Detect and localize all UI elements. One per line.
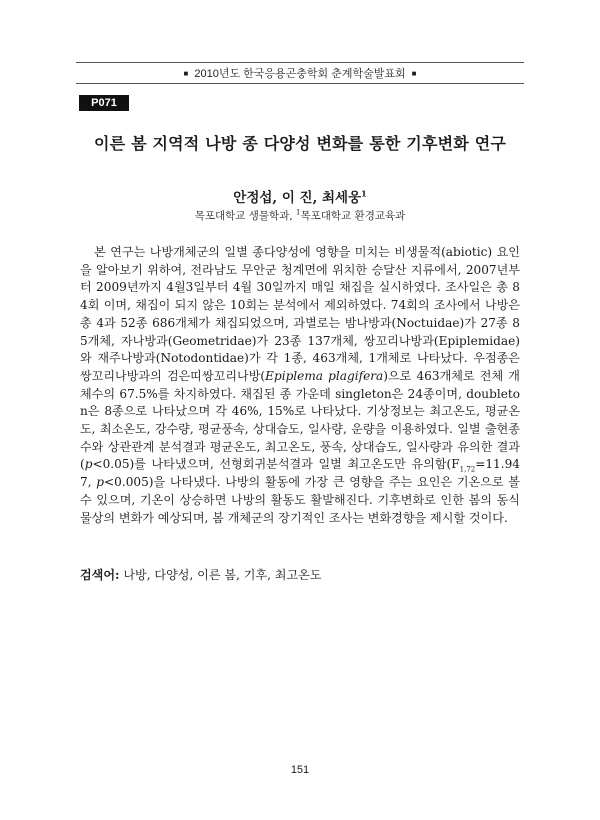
affiliation-first: 목포대학교 생물학과, <box>194 210 297 222</box>
abstract-text-part-5: <0.005)을 나타냈다. 나방의 활동에 가장 큰 영향을 주는 요인은 기온으로 볼 수 있으며, 기온이 상승하면 나방의 활동도 활발해진다. 기후변화로 인한 봄의 동식물상의 변화가 예상되며, 봄 개체군의 장기적인 조사는 변화경향을 제시할 것이다. <box>80 475 520 525</box>
header-square-marker-left: ■ <box>183 68 189 78</box>
species-name: Epiplema plagifera <box>265 368 384 383</box>
author-names: 안정섭, 이 진, 최세웅 <box>233 190 362 206</box>
keywords-values: 나방, 다양성, 이른 봄, 기후, 최고온도 <box>119 568 322 582</box>
running-header <box>76 62 524 84</box>
p-value-symbol: p <box>84 457 93 472</box>
keywords <box>80 567 520 584</box>
abstract-text-part-2: )으로 463개체로 전체 개체수의 67.5%를 차지하였다. 채집된 종 가운데 singleton은 24종이며, doubleton은 8종으로 나타났으며 각 46%, 15%로 나타났다. 기상정보는 최고온도, 평균온도, 최소온도, 강수량, 평균풍속, 상대습도, 일사량, 운량을 이용하였다. 일별 출현종수와 상관관계 분석결과 평균온도, 최고온도, 풍속, 상대습도, 일사량과 유의한 결과( <box>80 368 520 472</box>
abstract-text-part-3: <0.05)를 나타냈으며, 선형회귀분석결과 일별 최고온도만 유의함(F <box>92 457 460 472</box>
poster-number-badge: P071 <box>79 95 129 111</box>
header-text: 2010년도 한국응용곤충학회 춘계학술발표회 <box>194 68 406 80</box>
paper-title: 이른 봄 지역적 나방 종 다양성 변화를 통한 기후변화 연구 <box>93 134 507 153</box>
abstract-paragraph <box>80 244 520 527</box>
keywords-label: 검색어: <box>80 568 120 582</box>
affiliation-mark: 1 <box>296 208 301 217</box>
affiliation-second: 목포대학교 환경교육과 <box>300 210 406 222</box>
header-square-marker-right: ■ <box>411 68 417 78</box>
author-list <box>0 186 600 206</box>
page-number: 151 <box>290 764 310 776</box>
p-value-symbol: p <box>96 475 105 490</box>
affiliations <box>0 208 600 223</box>
author-affiliation-mark: 1 <box>361 188 367 199</box>
abstract-text-part-4: =11.947, <box>80 457 520 490</box>
f-statistic-subscript: 1,72 <box>459 465 476 474</box>
abstract-text-part-1: 본 연구는 나방개체군의 일별 종다양성에 영향을 미치는 비생물적(abiotic) 요인을 알아보기 위하여, 전라남도 무안군 청계면에 위치한 승달산 지류에서, 2007년부터 2009년까지 4월3일부터 4월 30일까지 매일 채집을 실시하였다. 조사일은 총 84회 이며, 채집이 되지 않은 10회는 분석에서 제외하였다. 74회의 조사에서 나방은 총 4과 52종 686개체가 채집되었으며, 과별로는 밤나방과(Noctuidae)가 27종 85개체, 자나방과(Geometridae)가 23종 137개체, 쌍꼬리나방과(Epiplemidae)와 재주나방과(Notodontidae)가 각 1종, 463개체, 1개체로 나타났다. 우점종은 쌍꼬리나방과의 검은띠쌍꼬리나방( <box>80 245 520 383</box>
